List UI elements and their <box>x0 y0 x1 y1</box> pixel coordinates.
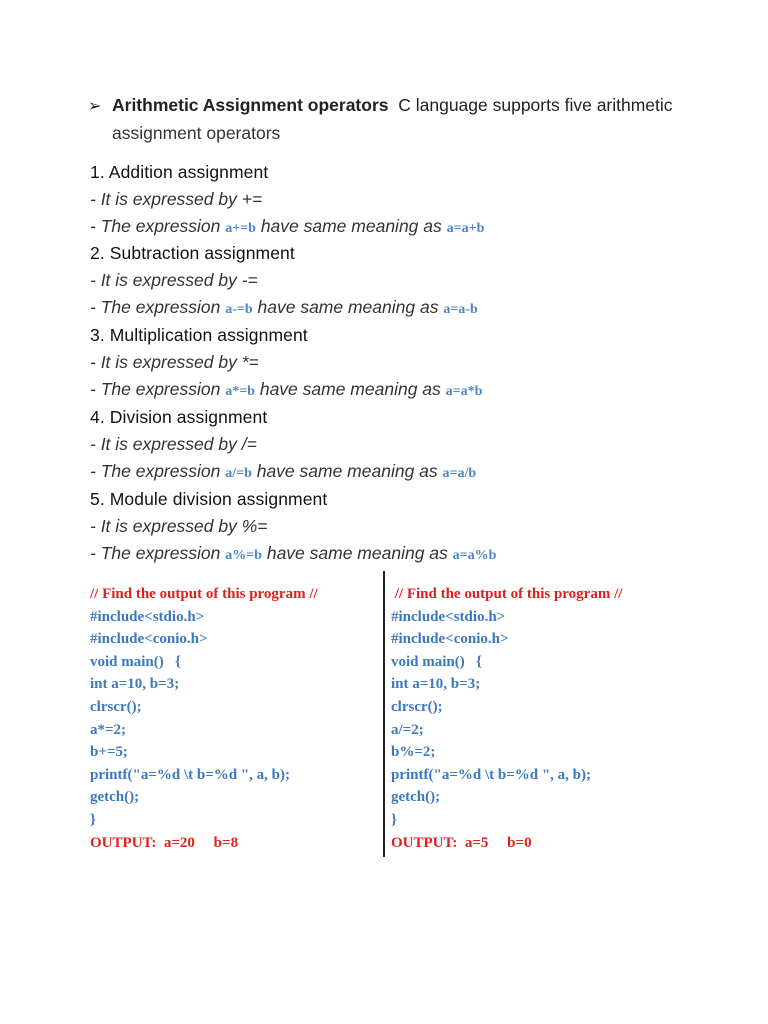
section-title: 3. Multiplication assignment <box>90 325 308 345</box>
program-output: OUTPUT: a=5 b=0 <box>391 834 532 851</box>
heading-title: Arithmetic Assignment operators <box>112 95 389 115</box>
expression-mid: have same meaning as <box>252 297 444 317</box>
section-title: 4. Division assignment <box>90 407 268 427</box>
expression-mid: have same meaning as <box>251 461 443 481</box>
expression-equivalent: a=a-b <box>443 302 478 317</box>
expression-equivalent: a=a*b <box>445 384 483 399</box>
expression-line <box>90 213 730 240</box>
arrow-bullet-icon: ➢ <box>88 98 102 115</box>
expression-equivalent: a=a+b <box>446 221 485 236</box>
heading-text-2: assignment operators <box>112 123 281 143</box>
expression-code: a+=b <box>225 221 256 236</box>
expression-prefix: - The expression <box>90 379 226 399</box>
code-line: a*=2; <box>90 721 127 738</box>
expression-code: a/=b <box>225 466 252 481</box>
expression-prefix: - The expression <box>90 297 226 317</box>
program-comment: // Find the output of this program // <box>391 586 623 602</box>
code-line: b+=5; <box>90 744 128 761</box>
code-line: void main() { <box>391 653 482 670</box>
expression-equivalent: a=a/b <box>442 466 477 481</box>
code-line: clrscr(); <box>90 698 142 715</box>
expressed-line: - It is expressed by %= <box>90 516 268 536</box>
code-line: #include<conio.h> <box>391 631 509 648</box>
code-line: getch(); <box>90 789 140 806</box>
expression-equivalent: a=a%b <box>452 548 497 563</box>
program-right <box>391 583 622 854</box>
code-line: b%=2; <box>391 744 436 761</box>
code-line: void main() { <box>90 653 181 670</box>
expression-line <box>90 458 730 485</box>
expression-mid: have same meaning as <box>254 379 446 399</box>
expressed-line: - It is expressed by += <box>90 189 263 209</box>
section-multiplication <box>90 322 730 403</box>
section-title: 5. Module division assignment <box>90 489 328 509</box>
code-line: int a=10, b=3; <box>391 676 481 693</box>
intro-heading <box>88 92 728 147</box>
expression-code: a%=b <box>225 548 262 563</box>
expression-prefix: - The expression <box>90 461 226 481</box>
expression-prefix: - The expression <box>90 543 226 563</box>
code-line: a/=2; <box>391 721 424 738</box>
expression-prefix: - The expression <box>90 216 226 236</box>
expression-code: a*=b <box>225 384 255 399</box>
section-title: 2. Subtraction assignment <box>90 243 295 263</box>
code-line: getch(); <box>391 789 441 806</box>
column-divider <box>383 571 385 857</box>
code-line: } <box>391 811 397 828</box>
section-module-division <box>90 486 730 567</box>
expression-mid: have same meaning as <box>255 216 447 236</box>
code-line: clrscr(); <box>391 698 443 715</box>
expressed-line: - It is expressed by -= <box>90 270 258 290</box>
section-title: 1. Addition assignment <box>90 162 269 182</box>
code-line: int a=10, b=3; <box>90 676 180 693</box>
code-line: } <box>90 811 96 828</box>
section-addition <box>90 159 730 240</box>
code-line: #include<conio.h> <box>90 631 208 648</box>
expression-line <box>90 376 730 403</box>
program-output: OUTPUT: a=20 b=8 <box>90 834 239 851</box>
expressed-line: - It is expressed by *= <box>90 352 259 372</box>
heading-text-1: C language supports five arithmetic <box>398 95 673 115</box>
program-comment: // Find the output of this program // <box>90 586 318 602</box>
code-line: #include<stdio.h> <box>391 608 506 625</box>
expressed-line: - It is expressed by /= <box>90 434 257 454</box>
code-line: printf("a=%d \t b=%d ", a, b); <box>90 766 291 783</box>
code-line: #include<stdio.h> <box>90 608 205 625</box>
program-left <box>90 583 318 854</box>
expression-code: a-=b <box>225 302 253 317</box>
section-subtraction <box>90 240 730 321</box>
section-division <box>90 404 730 485</box>
code-line: printf("a=%d \t b=%d ", a, b); <box>391 766 592 783</box>
expression-mid: have same meaning as <box>261 543 453 563</box>
expression-line <box>90 540 730 567</box>
expression-line <box>90 294 730 321</box>
